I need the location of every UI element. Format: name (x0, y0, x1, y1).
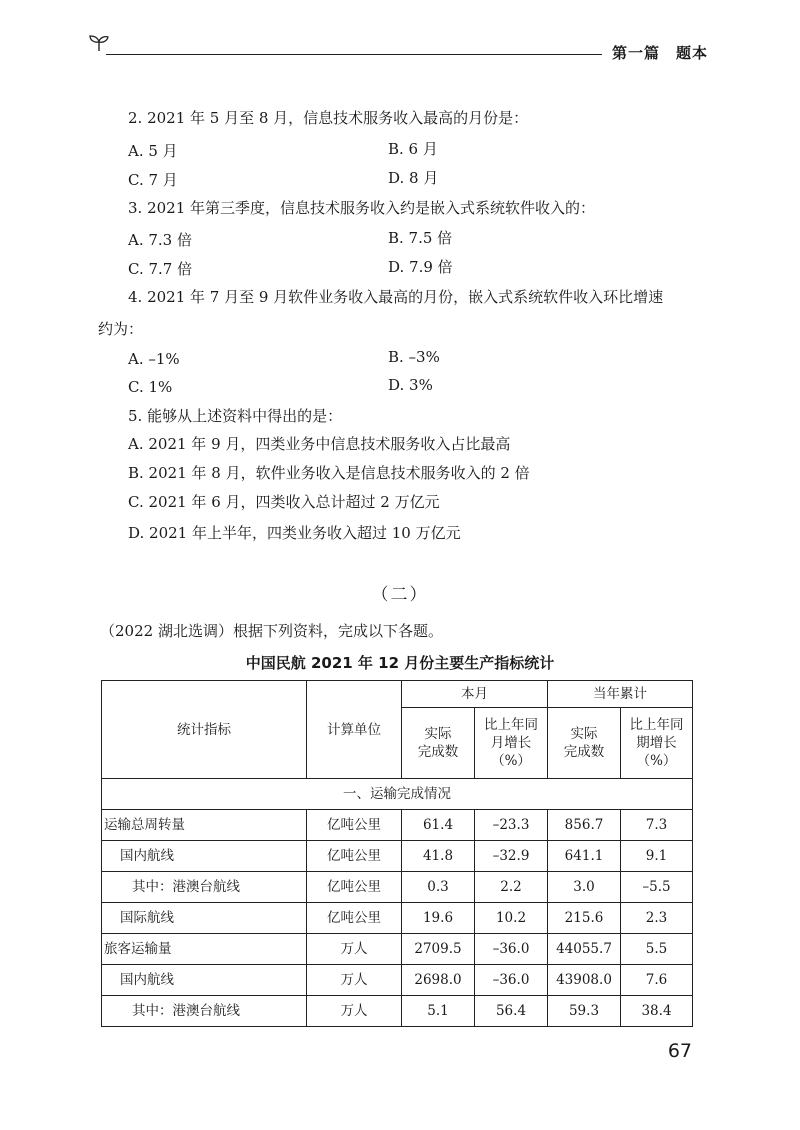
row-ytd-growth: 5.5 (621, 934, 693, 965)
sprout-icon (88, 34, 110, 52)
header-ytd-growth: 比上年同 期增长 （%） (621, 708, 693, 779)
question-4-option-a: A. –1% (128, 350, 180, 368)
row-month-growth: –23.3 (475, 810, 548, 841)
row-month-growth: 56.4 (475, 996, 548, 1027)
row-ytd-actual: 856.7 (548, 810, 621, 841)
table-title: 中国民航 2021 年 12 月份主要生产指标统计 (245, 654, 555, 672)
row-ytd-growth: –5.5 (621, 872, 693, 903)
row-month-actual: 19.6 (402, 903, 475, 934)
header-indicator: 统计指标 (102, 681, 307, 779)
row-indicator: 国内航线 (102, 965, 307, 996)
row-month-growth: 10.2 (475, 903, 548, 934)
header-month-growth: 比上年同 月增长 （%） (475, 708, 548, 779)
header-ytd: 当年累计 (548, 681, 693, 708)
row-month-growth: 2.2 (475, 872, 548, 903)
table-row (102, 996, 693, 1027)
row-ytd-growth: 2.3 (621, 903, 693, 934)
header-rule (106, 54, 602, 55)
question-5-option-d: D. 2021 年上半年，四类业务收入超过 10 万亿元 (128, 524, 461, 542)
page-number: 67 (667, 1040, 692, 1062)
row-month-growth: –32.9 (475, 841, 548, 872)
row-month-actual: 0.3 (402, 872, 475, 903)
row-ytd-actual: 3.0 (548, 872, 621, 903)
row-unit: 亿吨公里 (307, 841, 402, 872)
question-4-stem: 4. 2021 年 7 月至 9 月软件业务收入最高的月份，嵌入式系统软件收入环比增速 (128, 288, 664, 306)
question-3-option-b: B. 7.5 倍 (388, 229, 453, 247)
question-4-option-d: D. 3% (388, 376, 433, 394)
row-month-growth: –36.0 (475, 965, 548, 996)
section-title: （二） (371, 585, 429, 605)
row-unit: 亿吨公里 (307, 872, 402, 903)
question-2-option-b: B. 6 月 (388, 140, 438, 158)
row-ytd-actual: 44055.7 (548, 934, 621, 965)
row-ytd-actual: 215.6 (548, 903, 621, 934)
header-title: 第一篇 题本 (611, 44, 708, 62)
row-unit: 万人 (307, 965, 402, 996)
table-row (102, 810, 693, 841)
row-month-growth: –36.0 (475, 934, 548, 965)
row-month-actual: 2709.5 (402, 934, 475, 965)
row-unit: 亿吨公里 (307, 810, 402, 841)
row-ytd-growth: 38.4 (621, 996, 693, 1027)
row-month-actual: 41.8 (402, 841, 475, 872)
row-unit: 亿吨公里 (307, 903, 402, 934)
page-header (84, 30, 714, 66)
row-ytd-growth: 7.3 (621, 810, 693, 841)
row-ytd-growth: 7.6 (621, 965, 693, 996)
row-ytd-actual: 43908.0 (548, 965, 621, 996)
question-2-option-c: C. 7 月 (128, 171, 178, 189)
question-5-option-a: A. 2021 年 9 月，四类业务中信息技术服务收入占比最高 (128, 435, 511, 453)
header-month-actual: 实际 完成数 (402, 708, 475, 779)
section-intro: （2022 湖北选调）根据下列资料，完成以下各题。 (100, 622, 443, 640)
question-5-option-b: B. 2021 年 8 月，软件业务收入是信息技术服务收入的 2 倍 (128, 464, 530, 482)
row-indicator: 其中：港澳台航线 (102, 872, 307, 903)
row-indicator: 其中：港澳台航线 (102, 996, 307, 1027)
question-2-option-d: D. 8 月 (388, 169, 439, 187)
row-ytd-actual: 59.3 (548, 996, 621, 1027)
row-indicator: 旅客运输量 (102, 934, 307, 965)
row-ytd-growth: 9.1 (621, 841, 693, 872)
table-row (102, 872, 693, 903)
row-month-actual: 61.4 (402, 810, 475, 841)
row-indicator: 国内航线 (102, 841, 307, 872)
row-month-actual: 5.1 (402, 996, 475, 1027)
question-5-stem: 5. 能够从上述资料中得出的是： (128, 407, 343, 425)
row-unit: 万人 (307, 996, 402, 1027)
row-ytd-actual: 641.1 (548, 841, 621, 872)
row-indicator: 运输总周转量 (102, 810, 307, 841)
section-row: 一、运输完成情况 (102, 779, 693, 810)
question-3-stem: 3. 2021 年第三季度，信息技术服务收入约是嵌入式系统软件收入的： (128, 199, 596, 217)
question-3-option-d: D. 7.9 倍 (388, 258, 453, 276)
question-2-stem: 2. 2021 年 5 月至 8 月，信息技术服务收入最高的月份是： (128, 109, 529, 127)
question-4-option-b: B. –3% (388, 348, 440, 366)
question-3-option-a: A. 7.3 倍 (128, 231, 192, 249)
row-unit: 万人 (307, 934, 402, 965)
table-row (102, 934, 693, 965)
header-month: 本月 (402, 681, 548, 708)
row-month-actual: 2698.0 (402, 965, 475, 996)
question-4-option-c: C. 1% (128, 378, 173, 396)
table-row (102, 841, 693, 872)
statistics-table (101, 680, 693, 1027)
question-3-option-c: C. 7.7 倍 (128, 260, 193, 278)
table-row (102, 903, 693, 934)
question-4-stem-continued: 约为： (98, 320, 144, 338)
table-row (102, 965, 693, 996)
header-unit: 计算单位 (307, 681, 402, 779)
header-ytd-actual: 实际 完成数 (548, 708, 621, 779)
row-indicator: 国际航线 (102, 903, 307, 934)
question-2-option-a: A. 5 月 (128, 142, 178, 160)
question-5-option-c: C. 2021 年 6 月，四类收入总计超过 2 万亿元 (128, 493, 440, 511)
